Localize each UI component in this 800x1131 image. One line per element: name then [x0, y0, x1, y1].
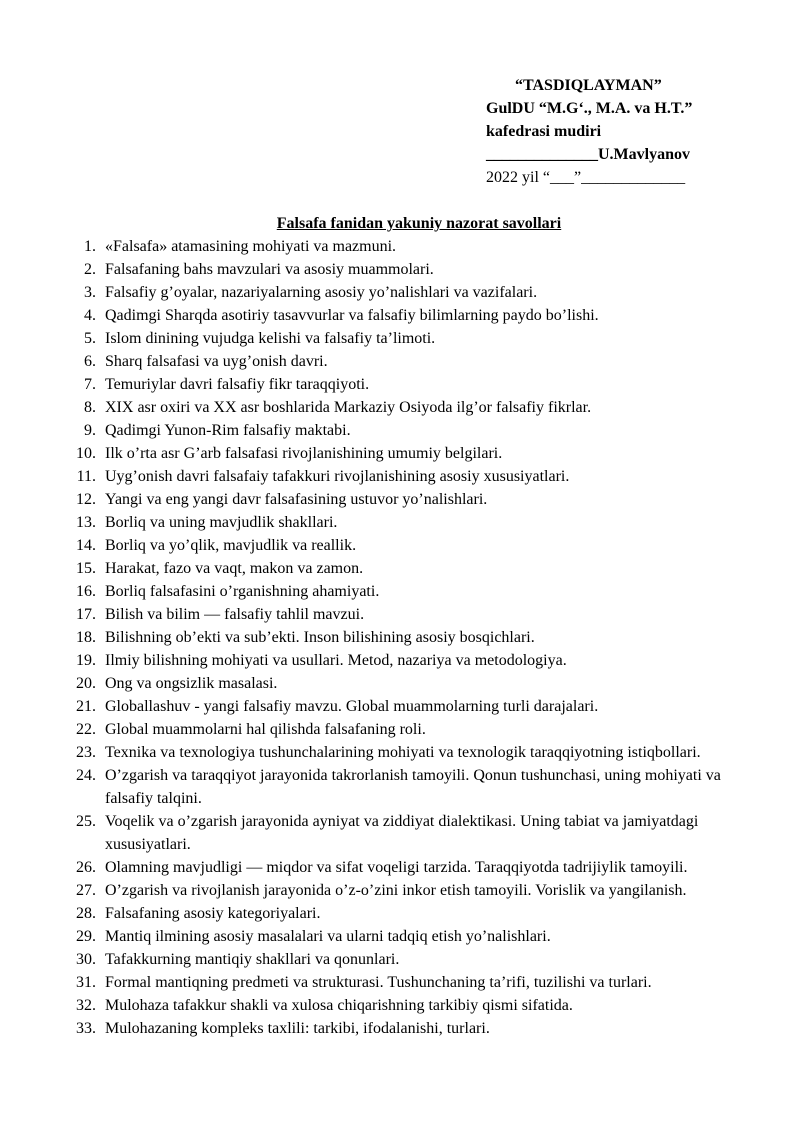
- question-text: Bilish va bilim — falsafiy tahlil mavzui.: [105, 606, 365, 623]
- approval-title: “TASDIQLAYMAN”: [515, 77, 662, 94]
- question-item: [60, 373, 764, 396]
- question-text: Globallashuv - yangi falsafiy mavzu. Global muammolarning turli darajalari.: [105, 698, 599, 715]
- question-text: O’zgarish va rivojlanish jarayonida o’z-o’zini inkor etish tamoyili. Vorislik va yangilanish.: [105, 882, 687, 899]
- question-item: [60, 534, 764, 557]
- question-text: Formal mantiqning predmeti va strukturasi. Tushunchaning ta’rifi, tuzilishi va turlari.: [105, 974, 652, 991]
- question-item: [60, 235, 764, 258]
- question-number: 6.: [84, 353, 96, 370]
- question-text: Texnika va texnologiya tushunchalarining mohiyati va texnologik taraqqiyotning istiqbollari.: [105, 744, 701, 761]
- question-number: 20.: [76, 675, 96, 692]
- question-text: O’zgarish va taraqqiyot jarayonida takrorlanish tamoyili. Qonun tushunchasi, uning mohiyati va falsafiy talqini.: [105, 767, 721, 807]
- question-number: 25.: [76, 813, 96, 830]
- question-item: [60, 649, 764, 672]
- question-text: Temuriylar davri falsafiy fikr taraqqiyoti.: [105, 376, 370, 393]
- question-text: Falsafiy g’oyalar, nazariyalarning asosiy yo’nalishlari va vazifalari.: [105, 284, 538, 301]
- question-item: [60, 557, 764, 580]
- question-text: XIX asr oxiri va XX asr boshlarida Markaziy Osiyoda ilg’or falsafiy fikrlar.: [105, 399, 592, 416]
- question-number: 22.: [76, 721, 96, 738]
- approval-signature: ______________U.Mavlyanov: [486, 146, 690, 163]
- question-number: 7.: [84, 376, 96, 393]
- question-number: 14.: [76, 537, 96, 554]
- question-text: Global muammolarni hal qilishda falsafaning roli.: [105, 721, 426, 738]
- question-text: Harakat, fazo va vaqt, makon va zamon.: [105, 560, 364, 577]
- approval-organization: GulDU “M.G‘., M.A. va H.T.”: [486, 100, 693, 117]
- question-number: 31.: [76, 974, 96, 991]
- question-item: [60, 511, 764, 534]
- question-text: Qadimgi Sharqda asotiriy tasavvurlar va falsafiy bilimlarning paydo bo’lishi.: [105, 307, 599, 324]
- question-text: Bilishning ob’ekti va sub’ekti. Inson bilishining asosiy bosqichlari.: [105, 629, 535, 646]
- question-text: Olamning mavjudligi — miqdor va sifat voqeligi tarzida. Taraqqiyotda tadrijiylik tamoyili.: [105, 859, 688, 876]
- question-item: [60, 442, 764, 465]
- question-number: 21.: [76, 698, 96, 715]
- question-number: 27.: [76, 882, 96, 899]
- question-number: 10.: [76, 445, 96, 462]
- question-text: Qadimgi Yunon-Rim falsafiy maktabi.: [105, 422, 351, 439]
- question-item: [60, 396, 764, 419]
- question-number: 15.: [76, 560, 96, 577]
- question-item: [60, 488, 764, 511]
- question-text: Uyg’onish davri falsafaiy tafakkuri rivojlanishining asosiy xususiyatlari.: [105, 468, 570, 485]
- question-item: [60, 948, 764, 971]
- question-text: Mulohaza tafakkur shakli va xulosa chiqarishning tarkibiy qismi sifatida.: [105, 997, 573, 1014]
- question-item: [60, 465, 764, 488]
- question-item: [60, 994, 764, 1017]
- question-item: [60, 718, 764, 741]
- question-item: [60, 350, 764, 373]
- question-number: 12.: [76, 491, 96, 508]
- question-item: [60, 971, 764, 994]
- question-text: Yangi va eng yangi davr falsafasining ustuvor yo’nalishlari.: [105, 491, 488, 508]
- question-text: Ong va ongsizlik masalasi.: [105, 675, 278, 692]
- question-item: [60, 856, 764, 879]
- question-number: 4.: [84, 307, 96, 324]
- question-number: 26.: [76, 859, 96, 876]
- question-item: [60, 741, 764, 764]
- question-text: Tafakkurning mantiqiy shakllari va qonunlari.: [105, 951, 400, 968]
- question-text: Falsafaning bahs mavzulari va asosiy muammolari.: [105, 261, 434, 278]
- question-number: 1.: [84, 238, 96, 255]
- question-number: 5.: [84, 330, 96, 347]
- question-number: 23.: [76, 744, 96, 761]
- question-item: [60, 925, 764, 948]
- question-number: 17.: [76, 606, 96, 623]
- question-item: [60, 810, 764, 856]
- question-number: 2.: [84, 261, 96, 278]
- question-number: 33.: [76, 1020, 96, 1037]
- question-text: Ilk o’rta asr G’arb falsafasi rivojlanishining umumiy belgilari.: [105, 445, 503, 462]
- question-number: 28.: [76, 905, 96, 922]
- document-title: Falsafa fanidan yakuniy nazorat savollari: [276, 215, 562, 232]
- question-number: 29.: [76, 928, 96, 945]
- question-text: Ilmiy bilishning mohiyati va usullari. Metod, nazariya va metodologiya.: [105, 652, 567, 669]
- question-item: [60, 1017, 764, 1040]
- question-text: Borliq va uning mavjudlik shakllari.: [105, 514, 338, 531]
- question-number: 32.: [76, 997, 96, 1014]
- question-text: Borliq falsafasini o’rganishning ahamiyati.: [105, 583, 380, 600]
- approval-date: 2022 yil “___”_____________: [486, 169, 686, 186]
- question-item: [60, 902, 764, 925]
- question-text: Islom dinining vujudga kelishi va falsafiy ta’limoti.: [105, 330, 436, 347]
- question-number: 13.: [76, 514, 96, 531]
- question-item: [60, 281, 764, 304]
- question-number: 8.: [84, 399, 96, 416]
- question-item: [60, 695, 764, 718]
- approval-position: kafedrasi mudiri: [486, 123, 602, 140]
- approval-block: [486, 74, 786, 189]
- question-item: [60, 258, 764, 281]
- question-text: «Falsafa» atamasining mohiyati va mazmuni.: [105, 238, 397, 255]
- question-item: [60, 626, 764, 649]
- question-text: Voqelik va o’zgarish jarayonida ayniyat va ziddiyat dialektikasi. Uning tabiat va jamiyatdagi xususiyatlari.: [105, 813, 699, 853]
- question-text: Falsafaning asosiy kategoriyalari.: [105, 905, 321, 922]
- question-number: 11.: [76, 468, 96, 485]
- question-item: [60, 327, 764, 350]
- question-item: [60, 672, 764, 695]
- question-number: 30.: [76, 951, 96, 968]
- question-item: [60, 304, 764, 327]
- question-item: [60, 580, 764, 603]
- question-text: Mantiq ilmining asosiy masalalari va ularni tadqiq etish yo’nalishlari.: [105, 928, 551, 945]
- question-number: 18.: [76, 629, 96, 646]
- question-item: [60, 603, 764, 626]
- question-number: 16.: [76, 583, 96, 600]
- question-number: 19.: [76, 652, 96, 669]
- question-item: [60, 879, 764, 902]
- question-item: [60, 764, 764, 810]
- question-text: Sharq falsafasi va uyg’onish davri.: [105, 353, 328, 370]
- question-number: 24.: [76, 767, 96, 784]
- question-text: Mulohazaning kompleks taxlili: tarkibi, ifodalanishi, turlari.: [105, 1020, 490, 1037]
- question-number: 3.: [84, 284, 96, 301]
- question-text: Borliq va yo’qlik, mavjudlik va reallik.: [105, 537, 357, 554]
- question-number: 9.: [84, 422, 96, 439]
- question-item: [60, 419, 764, 442]
- questions-list: [60, 235, 764, 1040]
